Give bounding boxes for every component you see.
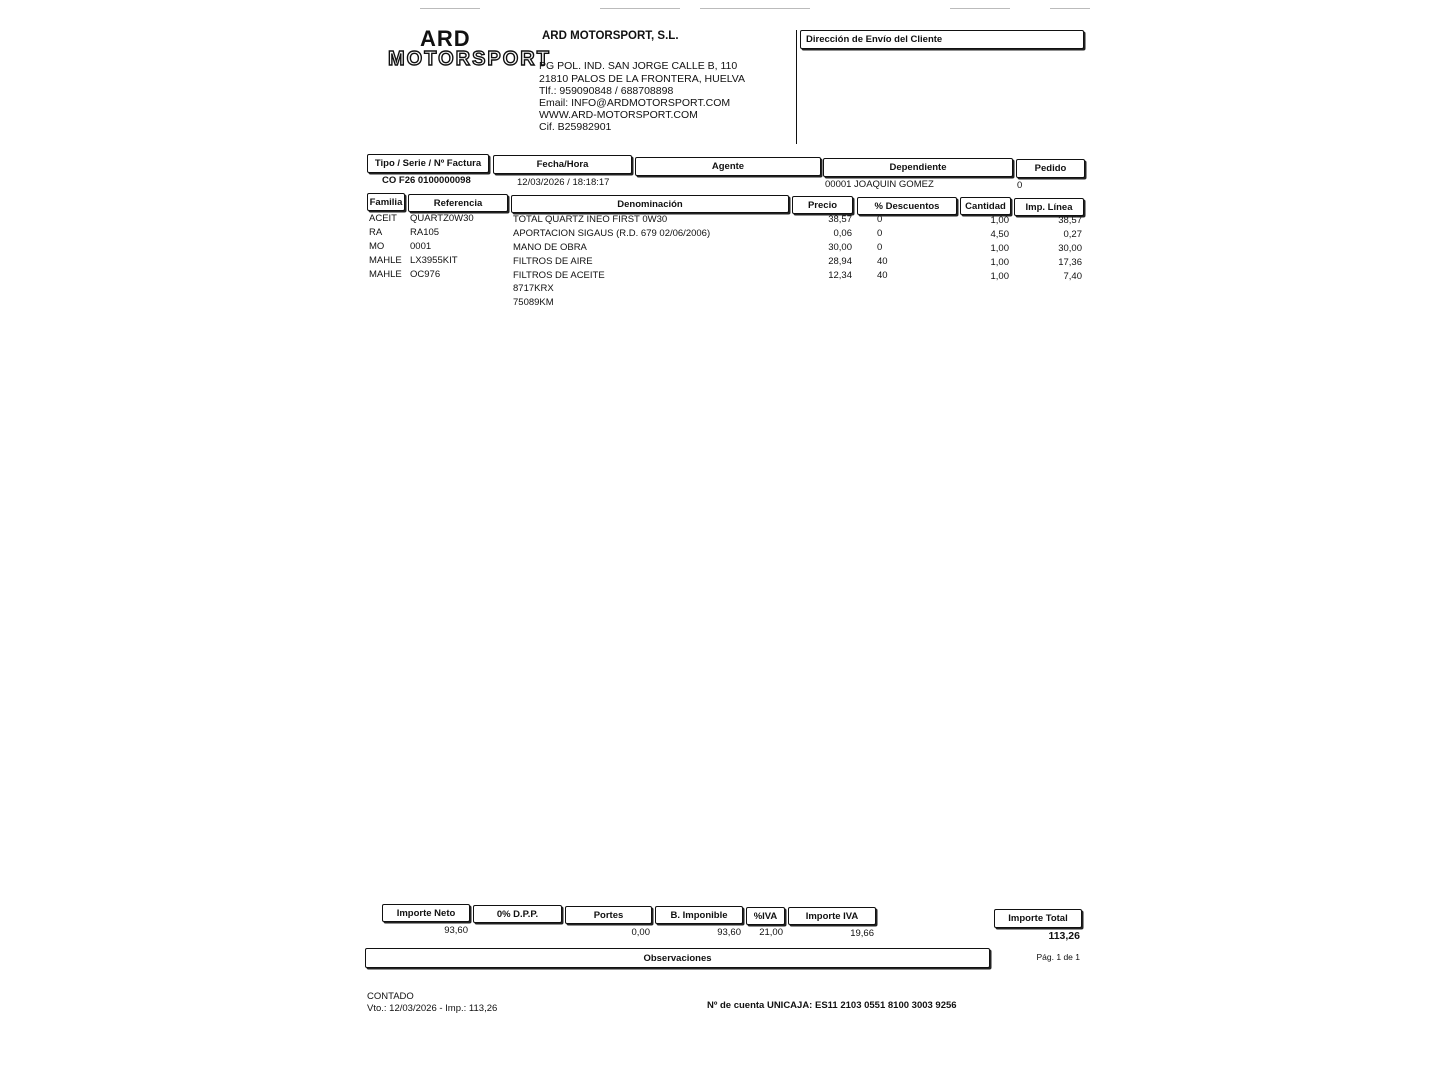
line-importe: 38,57 [1058,215,1082,226]
col-precio [792,196,853,214]
line-denominacion: TOTAL QUARTZ INEO FIRST 0W30 [513,213,668,225]
company-logo-bottom: MOTORSPORT [388,48,551,70]
header-tipo-text: Tipo / Serie / Nº Factura [374,158,482,169]
shipping-divider [796,30,797,144]
line-denominacion: MANO DE OBRA [513,241,587,253]
col-importe [1014,198,1084,216]
line-importe: 17,36 [1058,257,1082,268]
total-iva-label-text: Importe IVA [805,910,859,922]
header-fecha-text: Fecha/Hora [536,159,589,170]
total-total-label [994,909,1082,928]
line-familia: ACEIT [369,213,397,224]
line-importe: 0,27 [1063,229,1082,240]
header-fecha [493,155,632,174]
line-cantidad: 1,00 [990,270,1009,282]
company-name: ARD MOTORSPORT, S.L. [542,30,679,42]
line-cantidad: 1,00 [990,214,1009,226]
company-logo-top: ARD [420,26,471,51]
line-descuento: 40 [877,270,888,281]
line-cantidad: 1,00 [990,256,1009,268]
observaciones-label: Observaciones [643,952,712,964]
line-importe: 30,00 [1058,243,1082,254]
page-number: Pág. 1 de 1 [1036,952,1080,962]
line-denominacion: APORTACION SIGAUS (R.D. 679 02/06/2006) [513,227,711,239]
line-denominacion: FILTROS DE AIRE [513,255,593,267]
invoice-date: 12/03/2026 / 18:18:17 [517,177,610,188]
total-iva-value: 19,66 [850,928,874,939]
col-denominacion-text: Denominación [617,198,683,210]
line-descuento: 0 [877,228,883,239]
col-referencia-text: Referencia [433,197,483,209]
company-web: WWW.ARD-MOTORSPORT.COM [539,109,698,121]
total-neto-label [382,904,470,922]
scan-mark [950,8,1010,9]
total-portes-label [565,906,652,924]
total-ivapct-value: 21,00 [759,927,783,938]
bank-account: Nº de cuenta UNICAJA: ES11 2103 0551 8100 3003 9256 [707,1000,957,1011]
col-familia-text: Familia [369,196,403,208]
col-denominacion [511,195,789,213]
company-address-2: 21810 PALOS DE LA FRONTERA, HUELVA [539,73,745,85]
line-precio: 12,34 [828,270,852,281]
header-tipo [367,154,489,173]
col-cantidad-text: Cantidad [965,200,1006,212]
shipping-label [800,30,1084,49]
scan-mark [600,8,680,9]
total-ivapct-label-text: %IVA [753,910,778,922]
header-dependiente-text: Dependiente [889,162,947,173]
line-familia: MO [369,241,385,252]
line-familia: MAHLE [369,269,402,280]
header-pedido [1016,159,1085,178]
company-phone: Tlf.: 959090848 / 688708898 [539,85,674,97]
col-descuentos-text: % Descuentos [874,200,940,212]
total-imponible-value: 93,60 [717,927,741,938]
col-referencia [408,194,508,212]
total-total-label-text: Importe Total [1008,913,1068,924]
line-referencia: QUARTZ0W30 [410,213,474,224]
line-descuento: 0 [877,242,883,253]
line-referencia: LX3955KIT [410,255,458,266]
total-portes-value: 0,00 [631,927,650,938]
header-agente-text: Agente [711,161,745,172]
line-familia: MAHLE [369,255,402,266]
total-imponible-label [655,906,743,924]
total-neto-value: 93,60 [444,925,468,936]
total-dpp-label [473,905,562,923]
scan-mark [700,8,810,9]
company-cif: Cif. B25982901 [539,121,612,133]
line-importe: 7,40 [1063,271,1082,282]
line-precio: 30,00 [828,242,852,253]
total-dpp-label-text: 0% D.P.P. [496,908,539,920]
line-note: 75089KM [513,297,554,308]
header-pedido-text: Pedido [1034,163,1067,174]
total-iva-label [788,907,876,925]
payment-method: CONTADO [367,991,414,1002]
total-neto-label-text: Importe Neto [396,907,456,919]
total-imponible-label-text: B. Imponible [670,909,728,921]
observaciones-box [365,948,990,968]
line-referencia: 0001 [410,241,432,252]
shipping-label-text: Dirección de Envío del Cliente [806,34,943,45]
line-denominacion: FILTROS DE ACEITE [513,269,605,281]
line-referencia: RA105 [410,227,440,238]
col-importe-text: Imp. Línea [1025,201,1073,213]
header-agente [635,157,821,176]
invoice-pedido: 0 [1017,180,1023,191]
line-descuento: 0 [877,214,883,225]
scan-mark [420,8,480,9]
line-descuento: 40 [877,256,888,267]
line-familia: RA [369,227,383,238]
line-precio: 38,57 [828,214,852,225]
line-precio: 0,06 [833,228,852,239]
company-email: Email: INFO@ARDMOTORSPORT.COM [539,97,731,109]
invoice-dependiente: 00001 JOAQUIN GOMEZ [825,179,934,190]
header-dependiente [823,158,1013,177]
total-total-value: 113,26 [1048,930,1080,942]
col-precio-text: Precio [807,199,838,211]
col-descuentos [857,197,957,215]
line-cantidad: 1,00 [990,242,1009,254]
payment-due: Vto.: 12/03/2026 - Imp.: 113,26 [367,1003,498,1014]
line-cantidad: 4,50 [990,228,1009,240]
company-address-1: PG POL. IND. SAN JORGE CALLE B, 110 [539,60,738,72]
line-precio: 28,94 [828,256,852,267]
col-cantidad [960,197,1011,215]
scan-mark [1050,8,1090,9]
line-note: 8717KRX [513,283,554,294]
total-portes-label-text: Portes [593,909,624,921]
total-ivapct-label [746,907,785,925]
invoice-number: CO F26 0100000098 [382,175,471,186]
col-familia [367,193,405,211]
line-referencia: OC976 [410,269,441,280]
